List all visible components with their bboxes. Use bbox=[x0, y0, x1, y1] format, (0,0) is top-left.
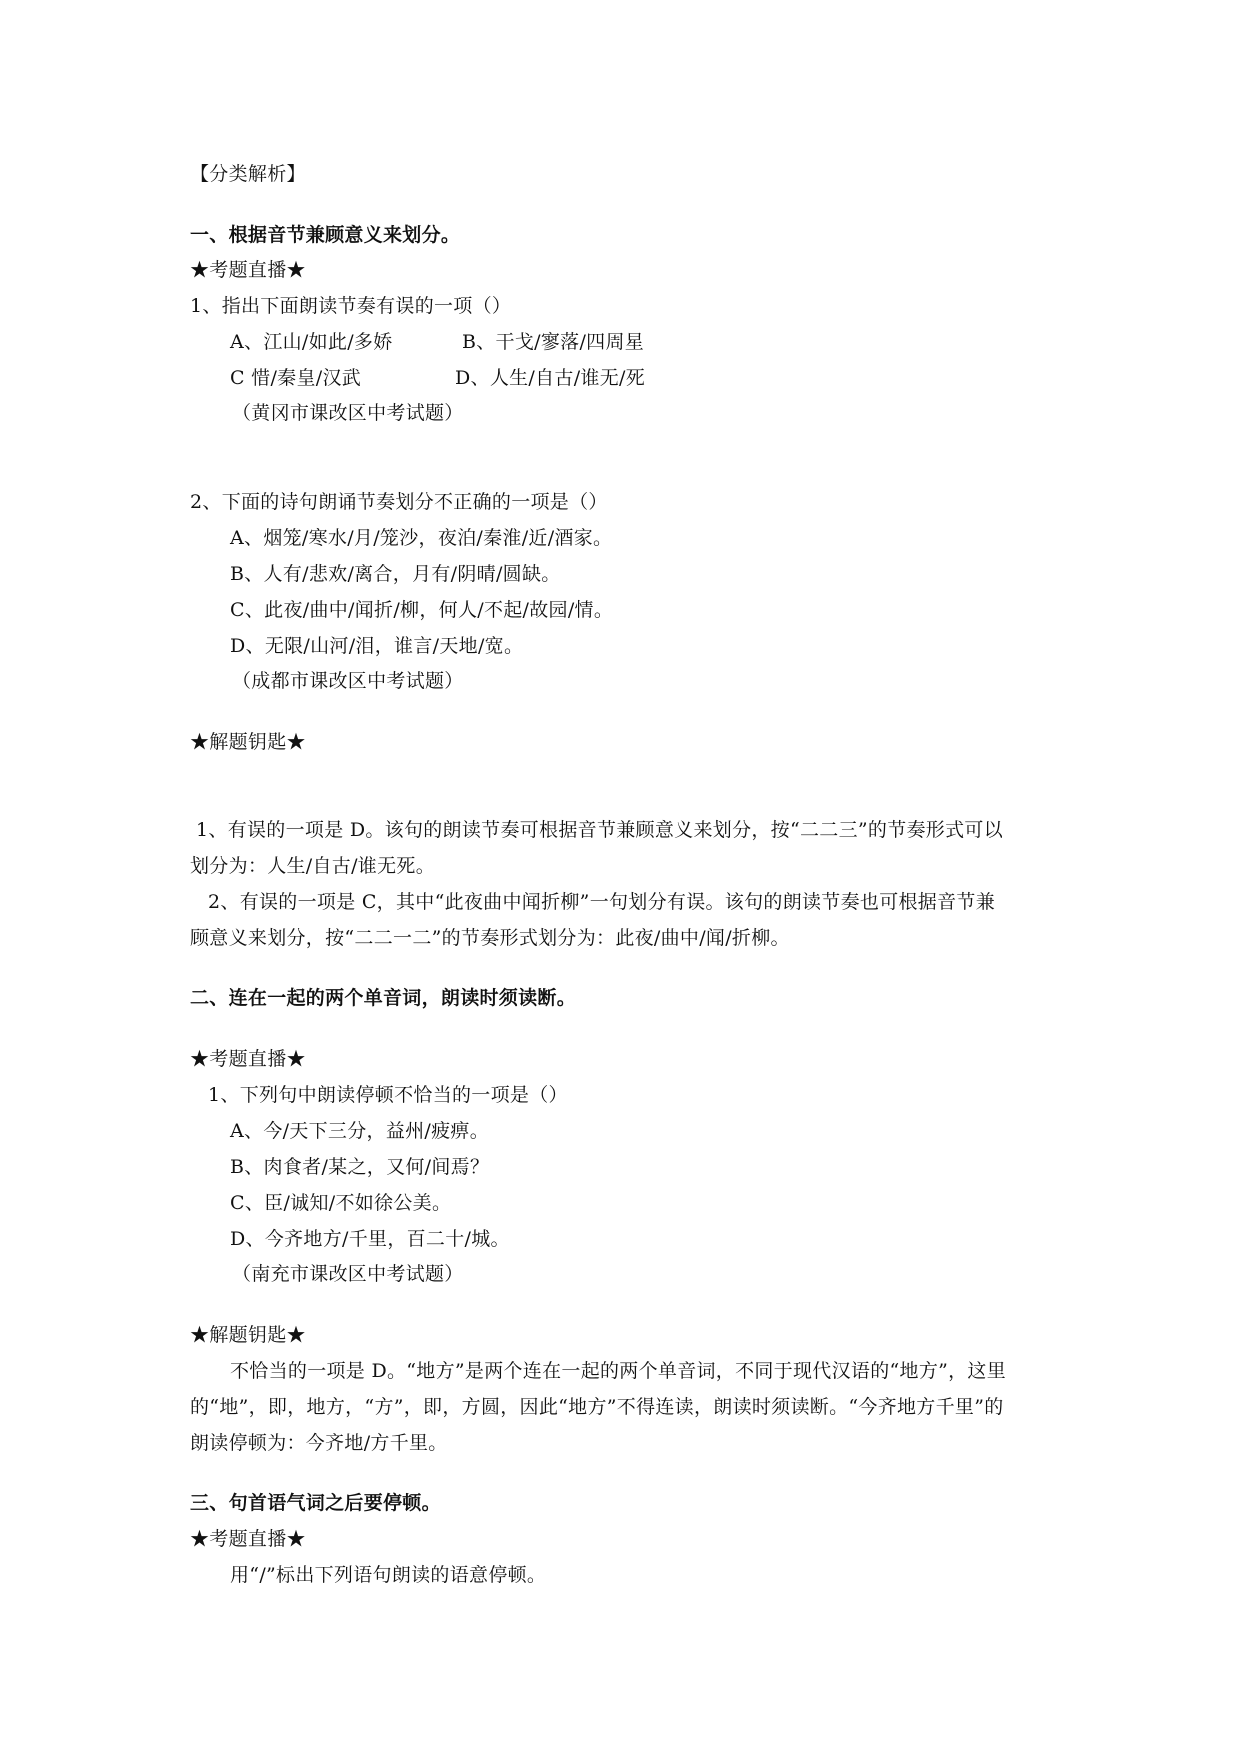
s2-answer-line-1: 不恰当的一项是 D。“地方”是两个连在一起的两个单音词，不同于现代汉语的“地方”，这里 bbox=[230, 1360, 1007, 1382]
s1-q1-source: （黄冈市课改区中考试题） bbox=[232, 402, 464, 424]
s1-q2-option-b: B、人有/悲欢/离合，月有/阴晴/圆缺。 bbox=[230, 563, 561, 585]
section-2-title: 二、连在一起的两个单音词，朗读时须读断。 bbox=[190, 987, 577, 1009]
s1-answer-1-line-1: 1、有误的一项是 D。该句的朗读节奏可根据音节兼顾意义来划分，按“二二三”的节奏形式可以 bbox=[196, 819, 1003, 841]
s1-q2-option-c: C、此夜/曲中/闻折/柳，何人/不起/故园/情。 bbox=[230, 599, 614, 621]
s1-answer-2-line-1: 2、有误的一项是 C，其中“此夜曲中闻折柳”一句划分有误。该句的朗读节奏也可根据音节兼 bbox=[208, 891, 995, 913]
section-2-key-label: ★解题钥匙★ bbox=[190, 1324, 306, 1346]
s1-q1-option-d: D、人生/自古/谁无/死 bbox=[455, 367, 646, 389]
section-1-key-label: ★解题钥匙★ bbox=[190, 731, 306, 753]
doc-heading: 【分类解析】 bbox=[190, 163, 306, 185]
section-3-exam-label: ★考题直播★ bbox=[190, 1528, 306, 1550]
s1-q2-stem: 2、下面的诗句朗诵节奏划分不正确的一项是（） bbox=[190, 491, 608, 513]
s1-q1-option-b: B、干戈/寥落/四周星 bbox=[462, 331, 645, 353]
section-3-title: 三、句首语气词之后要停顿。 bbox=[190, 1492, 441, 1514]
s1-q1-option-a: A、江山/如此/多娇 bbox=[230, 331, 393, 353]
section-2-exam-label: ★考题直播★ bbox=[190, 1048, 306, 1070]
section-1-title: 一、根据音节兼顾意义来划分。 bbox=[190, 224, 461, 246]
s2-q1-source: （南充市课改区中考试题） bbox=[232, 1263, 464, 1285]
s2-q1-option-d: D、今齐地方/千里，百二十/城。 bbox=[230, 1228, 510, 1250]
s1-q2-option-d: D、无限/山河/泪，谁言/天地/宽。 bbox=[230, 635, 524, 657]
s1-answer-2-line-2: 顾意义来划分，按“二二一二”的节奏形式划分为：此夜/曲中/闻/折柳。 bbox=[190, 927, 790, 949]
s2-q1-option-a: A、今/天下三分，益州/疲痹。 bbox=[230, 1120, 490, 1142]
s1-q2-source: （成都市课改区中考试题） bbox=[232, 670, 464, 692]
s1-q1-stem: 1、指出下面朗读节奏有误的一项（） bbox=[190, 295, 512, 317]
s2-answer-line-3: 朗读停顿为：今齐地/方千里。 bbox=[190, 1432, 448, 1454]
s2-q1-stem: 1、下列句中朗读停顿不恰当的一项是（） bbox=[208, 1084, 568, 1106]
s1-q1-option-c: C 惜/秦皇/汉武 bbox=[230, 367, 362, 389]
s2-answer-line-2: 的“地”，即，地方，“方”，即，方圆，因此“地方”不得连读，朗读时须读断。“今齐地方千里”的 bbox=[190, 1396, 1004, 1418]
s2-q1-option-b: B、肉食者/某之，又何/间焉？ bbox=[230, 1156, 490, 1178]
s3-instruction: 用“/”标出下列语句朗读的语意停顿。 bbox=[230, 1564, 547, 1586]
s2-q1-option-c: C、臣/诚知/不如徐公美。 bbox=[230, 1192, 452, 1214]
s1-answer-1-line-2: 划分为：人生/自古/谁无死。 bbox=[190, 855, 436, 877]
s1-q2-option-a: A、烟笼/寒水/月/笼沙，夜泊/秦淮/近/酒家。 bbox=[230, 527, 613, 549]
section-1-exam-label: ★考题直播★ bbox=[190, 259, 306, 281]
